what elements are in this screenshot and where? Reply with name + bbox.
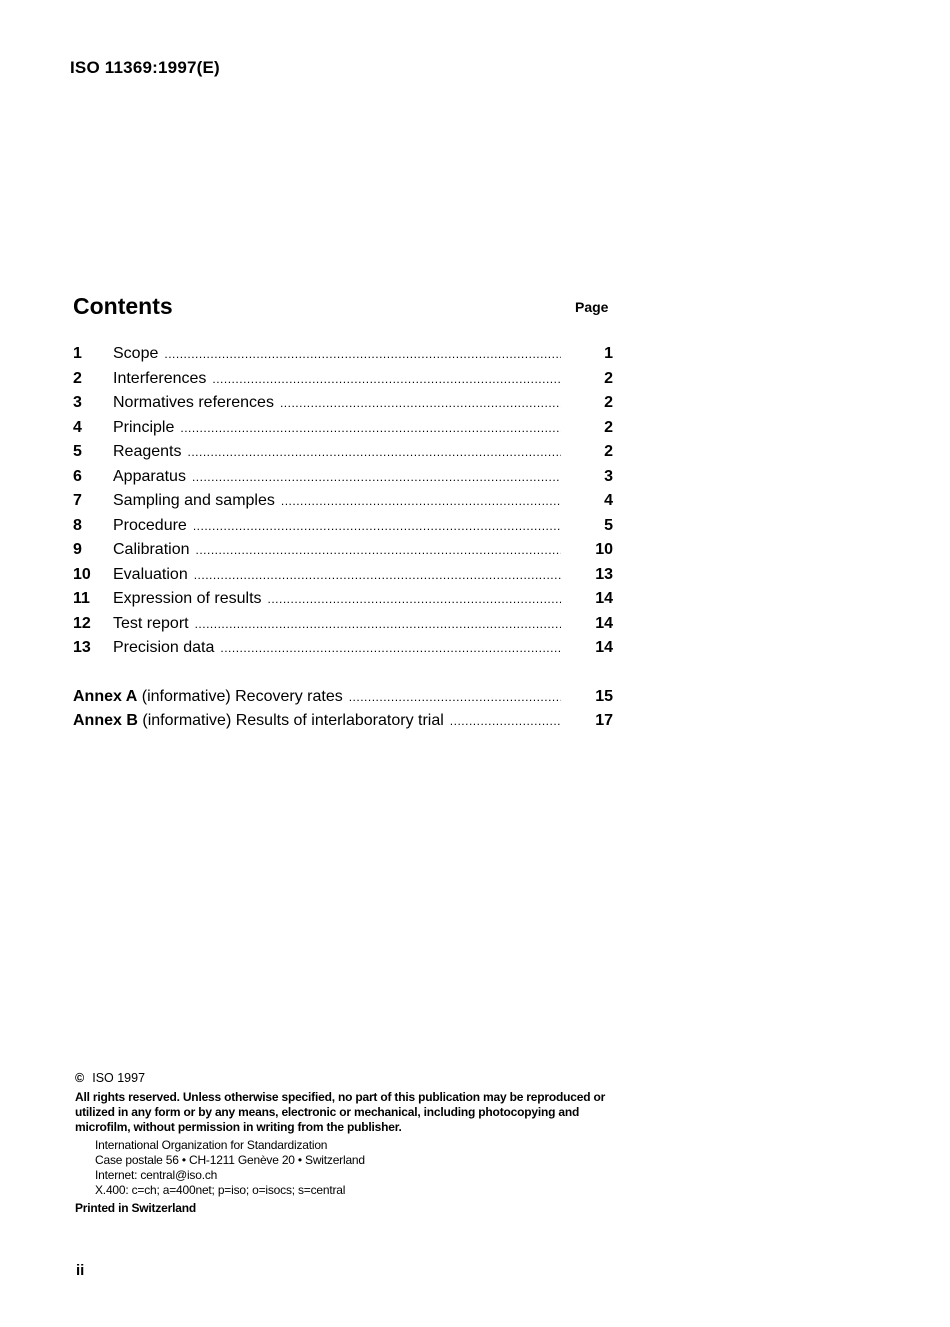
toc-entry-title: Normatives references [113, 394, 274, 411]
toc-entry-number: 7 [73, 492, 82, 509]
toc-entry-page: 4 [604, 492, 613, 509]
toc-entry[interactable] [73, 634, 613, 658]
contents-heading: Contents [73, 293, 173, 319]
toc-entry-number: 3 [73, 394, 82, 411]
toc-entry-number: 2 [73, 370, 82, 387]
page-column-label: Page [575, 299, 609, 315]
leader-dots [195, 617, 561, 631]
address-line: International Organization for Standardization [95, 1138, 328, 1152]
toc-entry-title: Reagents [113, 443, 182, 460]
toc-entry-page: 2 [604, 443, 613, 460]
toc-entry-page: 13 [595, 566, 613, 583]
printed-in: Printed in Switzerland [75, 1201, 196, 1215]
annex-label: Annex A [73, 688, 138, 705]
toc-annex-page: 15 [595, 688, 613, 705]
toc-entry[interactable] [73, 463, 613, 487]
leader-dots [194, 568, 561, 582]
leader-dots [212, 372, 561, 386]
toc-entry[interactable] [73, 438, 613, 462]
toc-entry-title: Principle [113, 419, 175, 436]
toc-entry-number: 13 [73, 639, 91, 656]
leader-dots [280, 396, 561, 410]
leader-dots [195, 543, 561, 557]
toc-entry[interactable] [73, 389, 613, 413]
toc-entry-number: 11 [73, 590, 90, 607]
toc-entry-number: 5 [73, 443, 82, 460]
toc-entry-number: 10 [73, 566, 91, 583]
toc-entry[interactable] [73, 487, 613, 511]
toc-annex-entry[interactable] [73, 683, 613, 707]
toc-entry[interactable] [73, 561, 613, 585]
leader-dots [164, 347, 561, 361]
toc-entry-page: 2 [604, 419, 613, 436]
toc-entry[interactable] [73, 414, 613, 438]
address-line: X.400: c=ch; a=400net; p=iso; o=isocs; s=central [95, 1183, 346, 1197]
leader-dots [450, 714, 561, 728]
toc-entry[interactable] [73, 585, 613, 609]
toc-entry-number: 4 [73, 419, 82, 436]
address-line: Internet: central@iso.ch [95, 1168, 218, 1182]
page-number: ii [76, 1262, 85, 1279]
toc-entry-title: Evaluation [113, 566, 188, 583]
rights-notice: All rights reserved. Unless otherwise specified, no part of this publication may be reproduced or utilized in any form or by any means, electronic or mechanical, including photocopying and microfilm, without permission in writing from the publisher. [75, 1090, 606, 1134]
toc-entry-number: 12 [73, 615, 91, 632]
copyright-year: ISO 1997 [92, 1071, 146, 1085]
annex-description: (informative) Results of interlaboratory trial [142, 712, 444, 729]
publisher-address [95, 1138, 620, 1198]
toc-entry-page: 5 [604, 517, 613, 534]
leader-dots [281, 494, 561, 508]
leader-dots [180, 421, 561, 435]
toc-entry-title: Apparatus [113, 468, 186, 485]
toc-entry-page: 1 [604, 345, 613, 362]
toc-annex-page: 17 [595, 712, 613, 729]
toc-entry-title: Sampling and samples [113, 492, 275, 509]
copyright-block [75, 1071, 620, 1216]
annex-label: Annex B [73, 712, 138, 729]
toc-entry-number: 9 [73, 541, 82, 558]
leader-dots [349, 690, 561, 704]
copyright-icon: © [75, 1071, 85, 1085]
toc-entry-title: Test report [113, 615, 189, 632]
toc-entry[interactable] [73, 512, 613, 536]
document-id: ISO 11369:1997(E) [70, 58, 220, 77]
toc-entry-page: 2 [604, 370, 613, 387]
toc-entry-page: 14 [595, 639, 613, 656]
toc-entry-page: 14 [595, 590, 613, 607]
toc-entry-number: 8 [73, 517, 82, 534]
toc-entry[interactable] [73, 365, 613, 389]
leader-dots [192, 470, 561, 484]
toc-entry-title: Scope [113, 345, 159, 362]
toc-entry-title: Interferences [113, 370, 207, 387]
toc-annex-title [73, 687, 349, 707]
toc-entry-page: 3 [604, 468, 613, 485]
toc-entry-title: Procedure [113, 517, 187, 534]
toc-entry[interactable] [73, 610, 613, 634]
leader-dots [220, 641, 561, 655]
leader-dots [188, 445, 562, 459]
toc-entry-title: Expression of results [113, 590, 262, 607]
toc-entry[interactable] [73, 340, 613, 364]
toc-entry-page: 10 [595, 541, 613, 558]
toc-annex-title [73, 711, 450, 731]
leader-dots [268, 592, 561, 606]
toc-entry-title: Calibration [113, 541, 190, 558]
toc-entry-number: 6 [73, 468, 82, 485]
toc-annex-entry[interactable] [73, 707, 613, 731]
toc-entry[interactable] [73, 536, 613, 560]
toc-entry-title: Precision data [113, 639, 215, 656]
address-line: Case postale 56 • CH-1211 Genève 20 • Switzerland [95, 1153, 365, 1167]
copyright-line [75, 1071, 620, 1086]
toc-entry-page: 2 [604, 394, 613, 411]
leader-dots [193, 519, 561, 533]
toc-entry-page: 14 [595, 615, 613, 632]
annex-description: (informative) Recovery rates [141, 688, 343, 705]
toc-entry-number: 1 [73, 345, 82, 362]
